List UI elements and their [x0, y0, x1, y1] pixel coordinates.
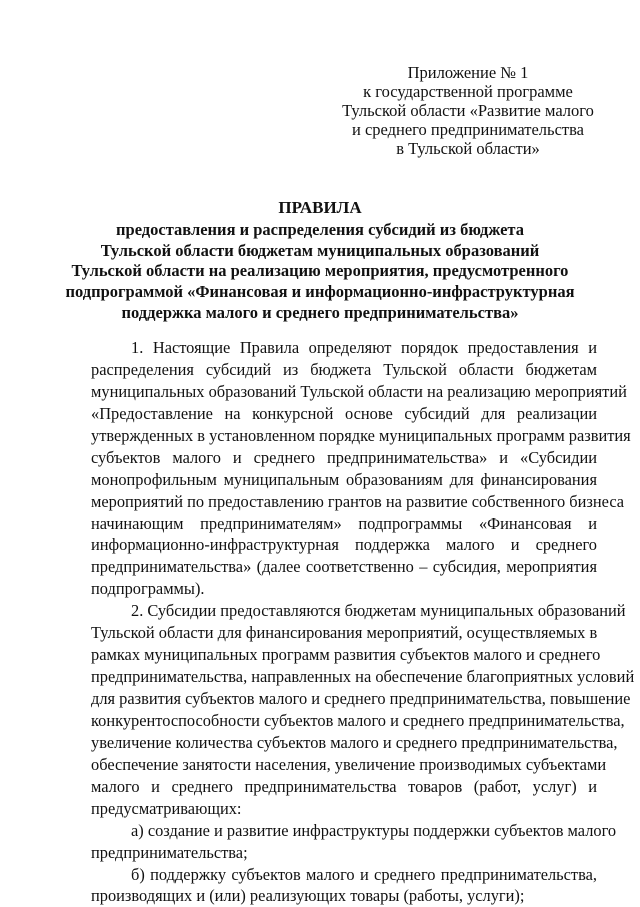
title-line: предоставления и распределения субсидий из бюджета: [116, 220, 524, 239]
paragraph-2-line: обеспечение занятости населения, увеличение производимых субъектами: [91, 754, 607, 774]
appendix-line: к государственной программе: [363, 82, 573, 101]
paragraph-1-line: мероприятий по предоставлению грантов на развитие собственного бизнеса: [91, 491, 625, 511]
paragraph-1-line: монопрофильным муниципальным образованиям для финансирования: [91, 469, 597, 489]
paragraph-1-line: подпрограммы).: [91, 579, 205, 599]
paragraph-2-line: для развития субъектов малого и среднего предпринимательства, повышение: [91, 689, 631, 708]
paragraph-1-line: «Предоставление на конкурсной основе субсидий для реализации: [91, 403, 597, 423]
subitem-b-line: б) поддержку субъектов малого и среднего предпринимательства,: [131, 864, 597, 884]
document-title: [60, 197, 580, 324]
title-line: поддержка малого и среднего предпринимательства»: [121, 302, 519, 322]
subitem-b-line: производящих и (или) реализующих товары (работы, услуги);: [91, 886, 525, 906]
paragraph-2-line: 2. Субсидии предоставляются бюджетам муниципальных образований: [131, 601, 626, 621]
title-line: Тульской области бюджетам муниципальных образований: [100, 240, 540, 260]
document-body: [91, 337, 635, 907]
appendix-line: Приложение № 1: [407, 63, 529, 82]
paragraph-2-line: рамках муниципальных программ развития субъектов малого и среднего: [91, 645, 601, 665]
subitem-a-line: а) создание и развитие инфраструктуры поддержки субъектов малого: [131, 820, 617, 840]
title-heading: ПРАВИЛА: [278, 198, 362, 217]
paragraph-1-line: распределения субсидий из бюджета Тульской области бюджетам: [91, 359, 597, 379]
paragraph-2-line: малого и среднего предпринимательства товаров (работ, услуг) и: [91, 776, 597, 796]
appendix-line: и среднего предпринимательства: [351, 120, 584, 139]
paragraph-1-line: утвержденных в установленном порядке муниципальных программ развития: [91, 425, 631, 445]
paragraph-1-line: начинающим предпринимателям» подпрограммы «Финансовая и: [91, 513, 597, 533]
paragraph-1-line: предпринимательства» (далее соответственно – субсидия, мероприятия: [91, 557, 597, 577]
paragraph-1-line: 1. Настоящие Правила определяют порядок предоставления и: [131, 338, 597, 357]
appendix-line: Тульской области «Развитие малого: [342, 101, 594, 120]
paragraph-2-line: конкурентоспособности субъектов малого и среднего предпринимательства,: [91, 710, 625, 730]
title-line: Тульской области на реализацию мероприятия, предусмотренного: [71, 261, 569, 281]
subitem-a-line: предпринимательства;: [91, 842, 248, 862]
appendix-line: в Тульской области»: [396, 139, 540, 158]
appendix-header: [318, 63, 618, 158]
paragraph-2-line: предпринимательства, направленных на обеспечение благоприятных условий: [91, 667, 635, 687]
paragraph-1-line: субъектов малого и среднего предпринимательства» и «Субсидии: [91, 447, 597, 467]
paragraph-1-line: информационно-инфраструктурная поддержка малого и среднего: [91, 535, 597, 555]
paragraph-2-line: Тульской области для финансирования мероприятий, осуществляемых в: [91, 623, 598, 643]
paragraph-2-line: предусматривающих:: [91, 798, 242, 818]
title-line: подпрограммой «Финансовая и информационно-инфраструктурная: [65, 282, 575, 302]
paragraph-2-line: увеличение количества субъектов малого и среднего предпринимательства,: [91, 732, 618, 752]
paragraph-1-line: муниципальных образований Тульской области на реализацию мероприятий: [91, 381, 627, 401]
